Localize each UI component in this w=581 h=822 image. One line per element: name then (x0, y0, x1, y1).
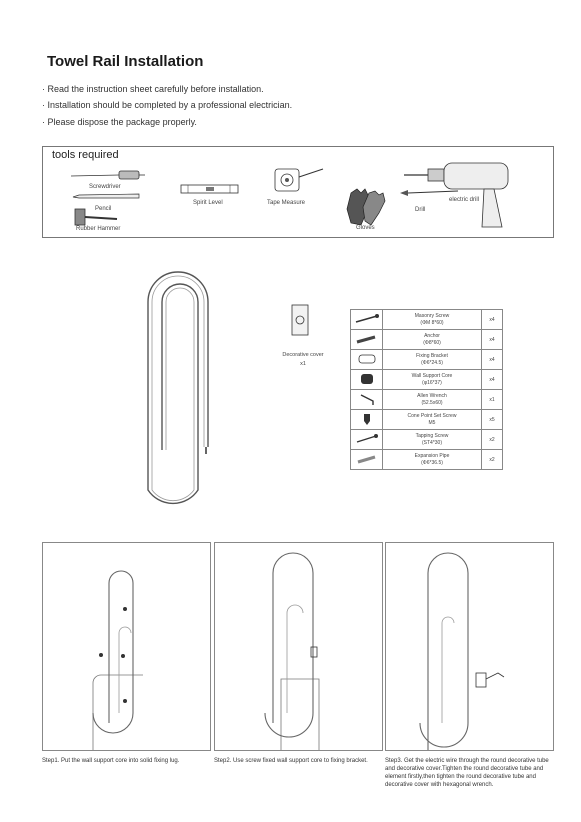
part-name: Allen Wrench (417, 393, 447, 399)
instruction-note: · Please dispose the package properly. (42, 117, 197, 127)
part-name-cell (383, 430, 482, 450)
part-name: Tapping Screw (415, 433, 449, 439)
part-name: Expansion Pipe (414, 453, 450, 459)
decorative-cover-name: Decorative cover (282, 352, 324, 358)
part-qty: x4 (482, 330, 503, 350)
gloves-icon (343, 183, 391, 229)
part-qty: x2 (482, 430, 503, 450)
set-screw-icon (351, 410, 383, 430)
drill-label: Drill (415, 207, 426, 213)
part-spec: (ΦM 8*60) (420, 319, 444, 326)
part-name-cell (383, 310, 482, 330)
table-row (351, 330, 503, 350)
spirit-level-label: Spirit Level (193, 200, 223, 206)
part-name-cell (383, 350, 482, 370)
allen-wrench-icon (351, 390, 383, 410)
electric-drill-icon (398, 153, 528, 233)
page-title: Towel Rail Installation (47, 53, 204, 70)
part-spec: (Φ6*36.5) (421, 459, 443, 466)
step-1-illustration (42, 542, 211, 751)
part-name: Fixing Bracket (416, 353, 448, 359)
part-name: Cone Point Set Screw (407, 413, 457, 419)
part-name-cell (383, 390, 482, 410)
spirit-level-icon (180, 182, 240, 196)
part-name: Anchor (424, 333, 440, 339)
decorative-cover-label (277, 351, 329, 369)
decorative-cover-qty: x1 (300, 361, 306, 367)
screwdriver-label: Screwdriver (89, 184, 121, 190)
part-spec: (Φ8*60) (423, 339, 441, 346)
table-row (351, 390, 503, 410)
pencil-icon (73, 194, 139, 198)
step-2-diagram (215, 543, 382, 750)
table-row (351, 430, 503, 450)
part-name: Masonry Screw (414, 313, 450, 319)
step-2-text: Step2. Use screw fixed wall support core to fixing bracket. (214, 758, 368, 764)
step-2-illustration (214, 542, 383, 751)
part-spec: (ST4*30) (421, 439, 442, 446)
step-1-diagram (43, 543, 210, 750)
gloves-label: Gloves (356, 225, 375, 231)
tape-measure-label: Tape Measure (267, 200, 306, 206)
table-row (351, 310, 503, 330)
part-name: Wall Support Core (411, 373, 453, 379)
part-spec: (φ16*37) (422, 379, 442, 386)
tape-measure-icon (271, 165, 331, 195)
part-name-cell (383, 410, 482, 430)
tools-heading: tools required (52, 149, 119, 161)
part-qty: x5 (482, 410, 503, 430)
expansion-pipe-icon (351, 450, 383, 470)
pencil-label: Pencil (95, 206, 112, 212)
part-spec: (52.5x60) (421, 399, 443, 406)
part-qty: x4 (482, 370, 503, 390)
step-3-illustration (385, 542, 554, 751)
screwdriver-icon (71, 171, 145, 179)
step-3-diagram (386, 543, 553, 750)
table-row (351, 410, 503, 430)
decorative-cover-icon (290, 303, 310, 337)
table-row (351, 370, 503, 390)
table-row (351, 350, 503, 370)
part-spec: M5 (428, 419, 436, 426)
masonry-screw-icon (351, 310, 383, 330)
part-qty: x4 (482, 350, 503, 370)
step-3-text: Step3. Get the electric wire through the round decorative tube and decorative cover.Tighten the round decorative tube and element firstly,then tighten the round decorative tube and decorative cover with hexagonal wrench. (385, 758, 549, 788)
rubber-hammer-label: Rubber Hammer (76, 226, 121, 232)
part-qty: x2 (482, 450, 503, 470)
part-qty: x1 (482, 390, 503, 410)
step-1-text: Step1. Put the wall support core into solid fixing lug. (42, 758, 180, 764)
instruction-note: · Read the instruction sheet carefully before installation. (42, 84, 264, 94)
part-name-cell (383, 450, 482, 470)
instruction-note: · Installation should be completed by a professional electrician. (42, 100, 293, 110)
electric-drill-label: electric drill (449, 197, 480, 203)
anchor-icon (351, 330, 383, 350)
part-qty: x4 (482, 310, 503, 330)
part-name-cell (383, 330, 482, 350)
part-spec: (Φ6*24.5) (421, 359, 443, 366)
table-row (351, 450, 503, 470)
parts-list-table (350, 309, 503, 470)
tools-required-box (42, 146, 554, 238)
part-name-cell (383, 370, 482, 390)
towel-rail-illustration (140, 262, 220, 512)
wall-support-core-icon (351, 370, 383, 390)
tapping-screw-icon (351, 430, 383, 450)
fixing-bracket-icon (351, 350, 383, 370)
